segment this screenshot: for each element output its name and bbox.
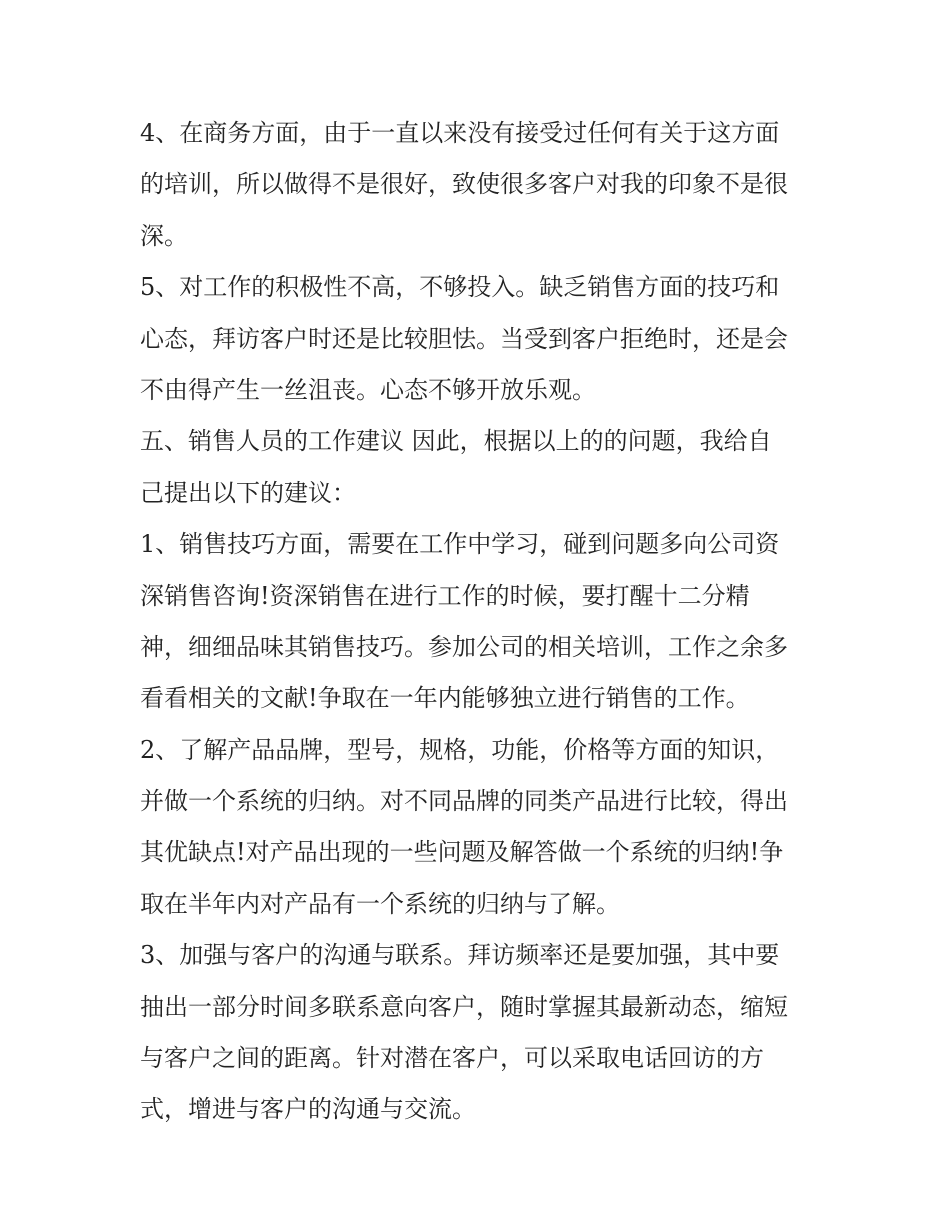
text-line: 抽出一部分时间多联系意向客户，随时掌握其最新动态，缩短: [140, 992, 788, 1021]
text-line: 取在半年内对产品有一个系统的归纳与了解。: [140, 889, 620, 918]
text-line: 神，细细品味其销售技巧。参加公司的相关培训，工作之余多: [140, 632, 788, 661]
section-heading-line: 己提出以下的建议：: [140, 478, 356, 507]
text-line: 式，增进与客户的沟通与交流。: [140, 1095, 476, 1124]
text-line: 3、加强与客户的沟通与联系。拜访频率还是要加强，其中要: [140, 941, 780, 970]
text-line: 不由得产生一丝沮丧。心态不够开放乐观。: [140, 375, 596, 404]
section-heading-line: 五、销售人员的工作建议 因此，根据以上的的问题，我给自: [140, 427, 772, 456]
document-body: [140, 108, 820, 1136]
text-line: 与客户之间的距离。针对潜在客户，可以采取电话回访的方: [140, 1044, 764, 1073]
text-line: 其优缺点!对产品出现的一些问题及解答做一个系统的归纳!争: [140, 838, 784, 867]
text-line: 5、对工作的积极性不高，不够投入。缺乏销售方面的技巧和: [140, 273, 780, 302]
text-line: 看看相关的文献!争取在一年内能够独立进行销售的工作。: [140, 684, 750, 713]
text-line: 1、销售技巧方面，需要在工作中学习，碰到问题多向公司资: [140, 530, 780, 559]
text-line: 4、在商务方面，由于一直以来没有接受过任何有关于这方面: [140, 119, 780, 147]
text-line: 深销售咨询!资深销售在进行工作的时候，要打醒十二分精: [140, 581, 750, 610]
text-line: 深。: [140, 221, 188, 250]
text-line: 并做一个系统的归纳。对不同品牌的同类产品进行比较，得出: [140, 787, 788, 816]
text-line: 的培训，所以做得不是很好，致使很多客户对我的印象不是很: [140, 170, 788, 199]
text-line: 2、了解产品品牌，型号，规格，功能，价格等方面的知识，: [140, 735, 780, 764]
text-line: 心态，拜访客户时还是比较胆怯。当受到客户拒绝时，还是会: [140, 324, 788, 353]
